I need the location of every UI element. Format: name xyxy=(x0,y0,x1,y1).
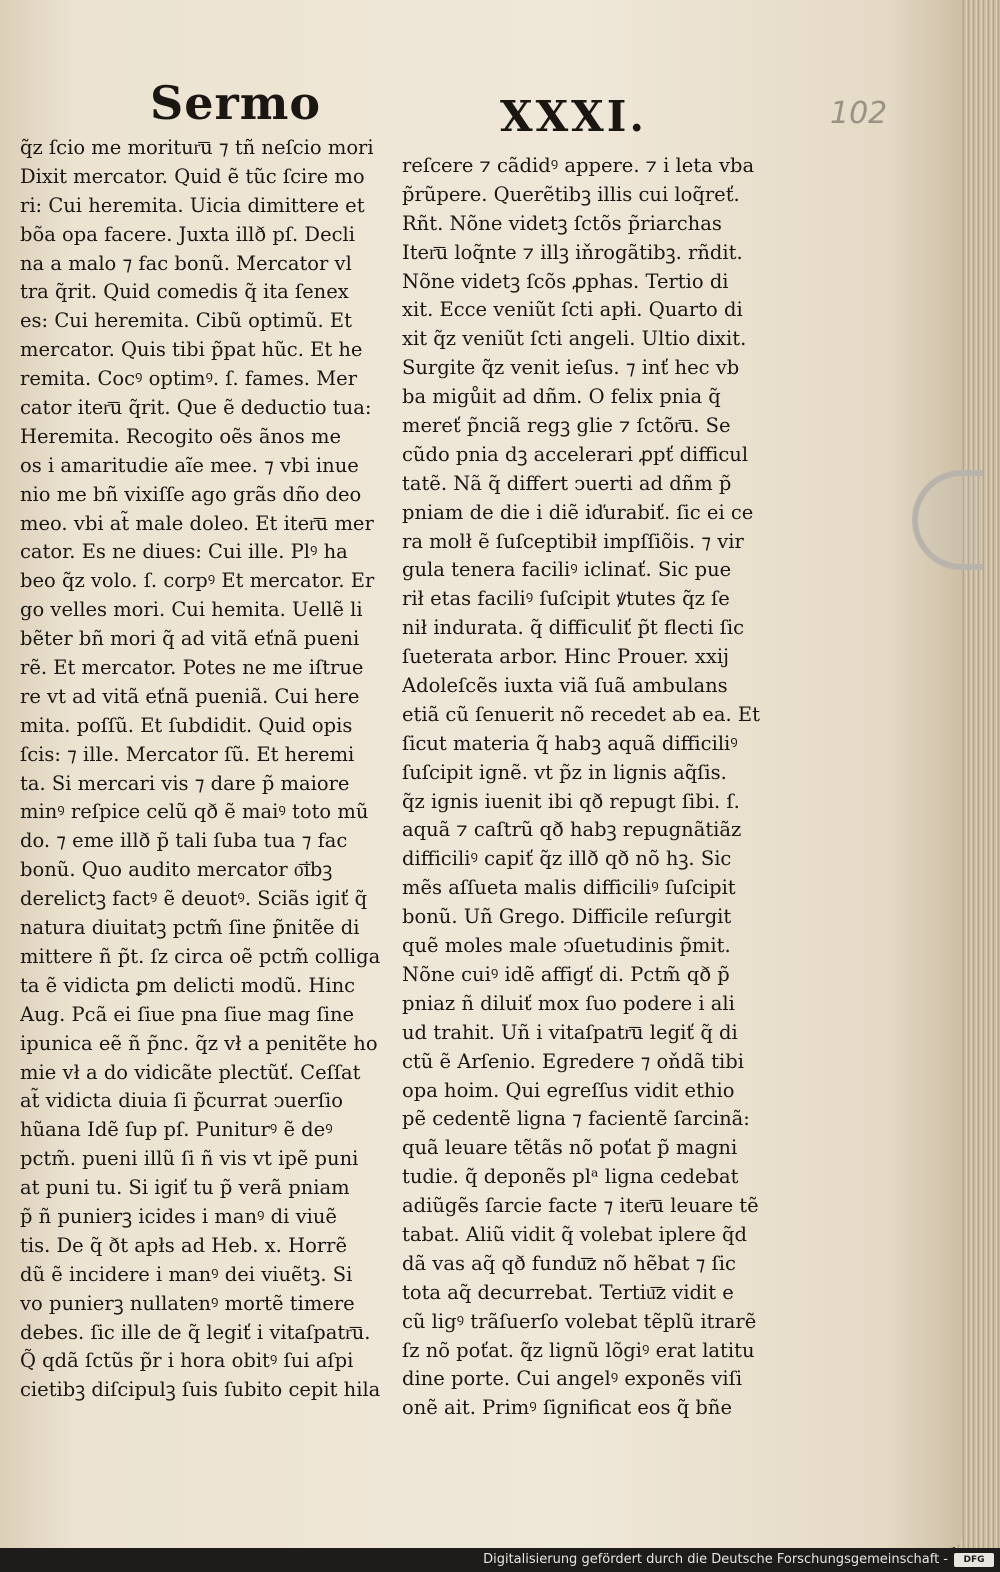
text-line: q̃z ignis iuenit ibi qð repugt ſibi. ſ. xyxy=(402,789,740,813)
text-line: reſcere ⁊ cãdidꝰ appere. ⁊ i leta vba xyxy=(402,154,755,177)
text-line: hũana Idẽ ſup pſ. Puniturꝰ ẽ deꝰ xyxy=(20,1118,333,1142)
text-line: dine porte. Cui angelꝰ exponẽs viſi xyxy=(402,1367,743,1391)
text-line: na a malo ⁊ fac bonũ. Mercator vl xyxy=(20,251,352,275)
text-line: ra molł ẽ ſuſceptibił impſſiõis. ⁊ vir xyxy=(402,529,744,553)
text-line: Aug. Pcã ei ſiue pna ſiue mag ſine xyxy=(20,1002,355,1026)
text-line: Dixit mercator. Quid ẽ tũc ſcire mo xyxy=(20,164,365,188)
text-line: derelictꝫ factꝰ ẽ deuotꝰ. Sciãs igiť q̃ xyxy=(20,887,368,911)
text-line: xit. Ecce veniũt ſcti apłi. Quarto di xyxy=(402,298,743,322)
text-line: Heremita. Recogito oẽs ãnos me xyxy=(20,424,342,448)
text-column-right xyxy=(402,152,772,1423)
text-line: natura diuitatꝫ pctm̃ ſine p̃nitẽe di xyxy=(20,916,360,940)
text-line: onẽ ait. Primꝰ ſignificat eos q̃ bñe xyxy=(402,1396,733,1420)
text-line: bonũ. Quo audito mercator o͞ibꝫ xyxy=(20,858,333,882)
running-header-number: XXXI. xyxy=(500,92,648,141)
text-line: beo q̃z volo. ſ. corpꝰ Et mercator. Er xyxy=(20,569,375,593)
text-line: bẽter bñ mori q̃ ad vitã eťnã pueni xyxy=(20,627,360,651)
text-line: re vt ad vitã eťnã pueniã. Cui here xyxy=(20,684,360,708)
text-line: ri: Cui heremita. Uicia dimittere et xyxy=(20,193,365,217)
text-line: q̃z ſcio me moritur͞u ⁊ tñ neſcio mori xyxy=(20,136,374,159)
text-line: bonũ. Uñ Grego. Difficile reſurgit xyxy=(402,905,732,929)
text-line: gula tenera faciliꝰ iclinať. Sic pue xyxy=(402,558,732,582)
text-line: cietibꝫ diſcipulꝫ ſuis ſubito cepit hila xyxy=(20,1378,381,1402)
text-line: do. ⁊ eme illð p̃ tali ſuba tua ⁊ fac xyxy=(20,829,348,853)
text-line: ſcis: ⁊ ille. Mercator ſũ. Et heremi xyxy=(20,742,355,766)
text-line: tabat. Aliũ vidit q̃ volebat iplere q̃d xyxy=(402,1222,748,1246)
text-line: pctm̃. pueni illũ ſi ñ vis vt ipẽ puni xyxy=(20,1147,359,1171)
text-line: remita. Cocꝰ optimꝰ. ſ. fames. Mer xyxy=(20,367,358,391)
text-line: mẽs aſſueta malis difficiliꝰ ſuſcipit xyxy=(402,876,736,900)
text-line: rẽ. Et mercator. Potes ne me iſtrue xyxy=(20,656,364,680)
text-line: ud trahit. Uñ i vitaſpatr͞u legiť q̃ di xyxy=(402,1020,738,1044)
text-line: adiũgẽs ſarcie facte ⁊ iter͞u leuare tẽ xyxy=(402,1194,759,1218)
text-line: cũdo pnia dꝫ accelerari ꝓpť difficul xyxy=(402,442,749,466)
text-line: tis. De q̃ ðt apłs ad Heb. x. Horrẽ xyxy=(20,1233,347,1257)
text-line: ſz nõ poťat. q̃z lignũ lõgiꝰ erat latitu xyxy=(402,1338,755,1362)
text-line: nił indurata. q̃ difficuliť p̃t flecti ſic xyxy=(402,616,745,640)
text-line: Surgite q̃z venit ieſus. ⁊ inť hec vb xyxy=(402,356,740,380)
text-line: meo. vbi at̃ male doleo. Et iter͞u mer xyxy=(20,511,374,535)
text-line: pniaz ñ diluiť mox ſuo podere i ali xyxy=(402,991,735,1015)
text-line: difficiliꝰ capiť q̃z illð qð nõ hꝫ. Sic xyxy=(402,847,732,871)
text-line: mereť p̃nciã regꝫ glie ⁊ ſctõr͞u. Se xyxy=(402,414,731,438)
text-line: ta. Si mercari vis ⁊ dare p̃ maiore xyxy=(20,771,350,795)
text-line: quã leuare tẽtãs nõ poťat p̃ magni xyxy=(402,1136,738,1160)
text-line: os i amaritudie aĩe mee. ⁊ vbi inue xyxy=(20,453,359,477)
text-line: ipunica eẽ ñ p̃nc. q̃z vł a penitẽte ho xyxy=(20,1031,378,1055)
text-line: aquã ⁊ caſtrũ qð habꝫ repugnãtiãz xyxy=(402,818,742,842)
dfg-logo: DFG xyxy=(954,1553,994,1567)
text-line: dũ ẽ incidere i manꝰ dei viuẽtꝫ. Si xyxy=(20,1262,353,1286)
text-line: mercator. Quis tibi p̃pat hũc. Et he xyxy=(20,338,363,362)
folio-number: 102 xyxy=(830,96,888,131)
text-line: Q̃ qdã ſctũs p̃r i hora obitꝰ ſui aſpi xyxy=(20,1349,354,1373)
text-line: tudie. q̃ deponẽs plᵃ ligna cedebat xyxy=(402,1165,739,1189)
text-line: mittere ñ p̃t. ſz circa oẽ pctm̃ colliga xyxy=(20,944,381,968)
text-line: ctũ ẽ Arſenio. Egredere ⁊ oňdã tibi xyxy=(402,1049,744,1073)
text-line: go velles mori. Cui hemita. Uellẽ li xyxy=(20,598,363,622)
text-line: mita. poſſũ. Et ſubdidit. Quid opis xyxy=(20,713,353,737)
text-line: Nõne videtꝫ ſcõs ꝓphas. Tertio di xyxy=(402,269,729,293)
footer-bar xyxy=(0,1548,1000,1572)
text-line: ta ẽ vidicta ꝑm delicti modũ. Hinc xyxy=(20,973,356,997)
text-line: Rñt. Nõne videtꝫ ſctõs p̃riarchas xyxy=(402,211,722,235)
running-header-sermo: Sermo xyxy=(150,76,322,130)
text-line: Iter͞u loq̃nte ⁊ illꝫ iňrogãtibꝫ. rñdit. xyxy=(402,240,743,264)
text-line: debes. ſic ille de q̃ legiť i vitaſpatr͞u. xyxy=(20,1320,371,1344)
text-line: opa hoim. Qui egreſſus vidit ethio xyxy=(402,1078,735,1102)
text-column-left xyxy=(20,134,395,1405)
text-line: xit q̃z veniũt ſcti angeli. Ultio dixit. xyxy=(402,327,747,351)
text-line: etiã cũ ſenuerit nõ recedet ab ea. Et xyxy=(402,702,760,726)
text-line: rił etas faciliꝰ ſuſcipit ꝟtutes q̃z ſe xyxy=(402,587,730,611)
text-line: tra q̃rit. Quid comedis q̃ ita ſenex xyxy=(20,280,349,304)
text-line: nio me bñ vixiſſe ago grãs dño deo xyxy=(20,482,362,506)
text-line: tota aq̃ decurrebat. Tertiu͞z vidit e xyxy=(402,1280,734,1304)
text-line: pẽ cedentẽ ligna ⁊ facientẽ ſarcinã: xyxy=(402,1107,750,1131)
text-line: cator iter͞u q̃rit. Que ẽ deductio tua: xyxy=(20,396,372,420)
text-line: es: Cui heremita. Cibũ optimũ. Et xyxy=(20,309,352,333)
text-line: Adoleſcẽs iuxta viã ſuã ambulans xyxy=(402,674,728,698)
text-line: ſuſcipit ignẽ. vt p̃z in lignis aq̃ſis. xyxy=(402,760,727,784)
text-line: Nõne cuiꝰ idẽ affigť di. Pctm̃ qð p̃ xyxy=(402,962,730,986)
text-line: minꝰ reſpice celũ qð ẽ maiꝰ toto mũ xyxy=(20,800,369,824)
text-line: p̃ ñ punierꝫ icides i manꝰ di viuẽ xyxy=(20,1204,337,1228)
text-line: vo punierꝫ nullatenꝰ mortẽ timere xyxy=(20,1291,355,1315)
text-line: bõa opa facere. Juxta illð pſ. Decli xyxy=(20,222,356,246)
text-line: quẽ moles male ↄſuetudinis p̃mit. xyxy=(402,934,731,958)
text-line: ſueterata arbor. Hinc Prouer. xxij xyxy=(402,645,730,669)
text-line: ſicut materia q̃ habꝫ aquã difficiliꝰ xyxy=(402,731,738,755)
text-line: p̃rũpere. Querẽtibꝫ illis cui loq̃reť. xyxy=(402,182,740,206)
text-line: dã vas aq̃ qð fundu͞z nõ hẽbat ⁊ ſic xyxy=(402,1251,736,1275)
text-line: cator. Es ne diues: Cui ille. Plꝰ ha xyxy=(20,540,348,564)
text-line: at puni tu. Si igiť tu p̃ verã pniam xyxy=(20,1176,350,1200)
text-line: tatẽ. Nã q̃ differt ↄuerti ad dñm p̃ xyxy=(402,471,732,495)
text-line: at̃ vidicta diuia ſi p̃currat ↄuerſio xyxy=(20,1089,344,1113)
text-line: cũ ligꝰ trãſuerſo volebat tẽplũ itrarẽ xyxy=(402,1309,757,1333)
text-line: pniam de die i diẽ iďurabiť. ſic ei ce xyxy=(402,500,754,524)
funding-credit: Digitalisierung gefördert durch die Deutsche Forschungsgemeinschaft - xyxy=(483,1552,948,1567)
text-line: ba migůit ad dñm. O felix pnia q̃ xyxy=(402,385,721,409)
text-line: mie vł a do vidicãte plectũť. Ceſſat xyxy=(20,1060,361,1084)
